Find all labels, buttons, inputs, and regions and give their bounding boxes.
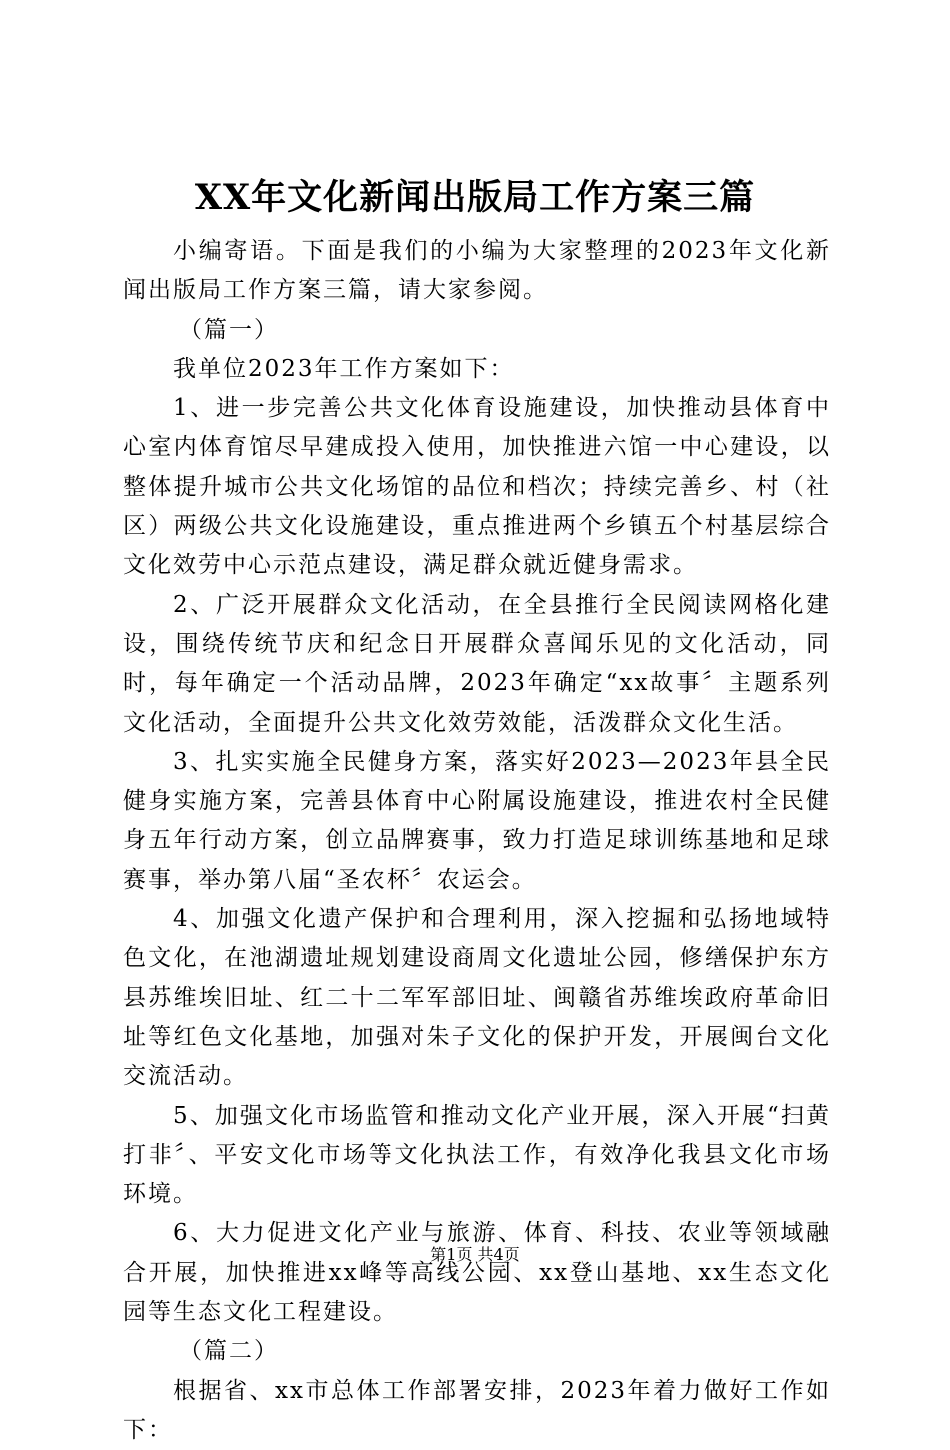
paragraph-intro: 小编寄语。下面是我们的小编为大家整理的2023年文化新闻出版局工作方案三篇，请大家参阅。 [123,238,831,304]
section-heading-2: （篇二） [179,1338,279,1365]
paragraph-section2-lead: 根据省、xx市总体工作部署安排，2023年着力做好工作如下： [123,1377,831,1443]
paragraph-plan-lead: 我单位2023年工作方案如下： [173,355,515,382]
paragraph-item-5: 5、加强文化市场监管和推动文化产业开展，深入开展“扫黄打非〞、平安文化市场等文化执法工作，有效净化我县文化市场环境。 [123,1102,831,1208]
section-heading-1: （篇一） [179,316,279,343]
paragraph-item-2: 2、广泛开展群众文化活动，在全县推行全民阅读网格化建设，围绕传统节庆和纪念日开展群众喜闻乐见的文化活动，同时，每年确定一个活动品牌，2023年确定“xx故事〞主题系列文化活动，全面提升公共文化效劳效能，活泼群众文化生活。 [123,591,831,736]
paragraph-item-1: 1、进一步完善公共文化体育设施建设，加快推动县体育中心室内体育馆尽早建成投入使用，加快推进六馆一中心建设，以整体提升城市公共文化场馆的品位和档次；持续完善乡、村（社区）两级公共文化设施建设，重点推进两个乡镇五个村基层综合文化效劳中心示范点建设，满足群众就近健身需求。 [123,395,831,579]
page-footer: 第1页 共4页 [430,1245,520,1264]
paragraph-item-4: 4、加强文化遗产保护和合理利用，深入挖掘和弘扬地域特色文化，在池湖遗址规划建设商周文化遗址公园，修缮保护东方县苏维埃旧址、红二十二军军部旧址、闽赣省苏维埃政府革命旧址等红色文化基地，加强对朱子文化的保护开发，开展闽台文化交流活动。 [123,906,831,1090]
document-body [123,232,831,1450]
document-title: XX年文化新闻出版局工作方案三篇 [194,177,756,218]
paragraph-item-3: 3、扎实实施全民健身方案，落实好2023—2023年县全民健身实施方案，完善县体育中心附属设施建设，推进农村全民健身五年行动方案，创立品牌赛事，致力打造足球训练基地和足球赛事，举办第八届“圣农杯〞农运会。 [123,748,831,893]
paragraph-item-6: 6、大力促进文化产业与旅游、体育、科技、农业等领域融合开展，加快推进xx峰等高线公园、xx登山基地、xx生态文化园等生态文化工程建设。 [123,1220,831,1326]
